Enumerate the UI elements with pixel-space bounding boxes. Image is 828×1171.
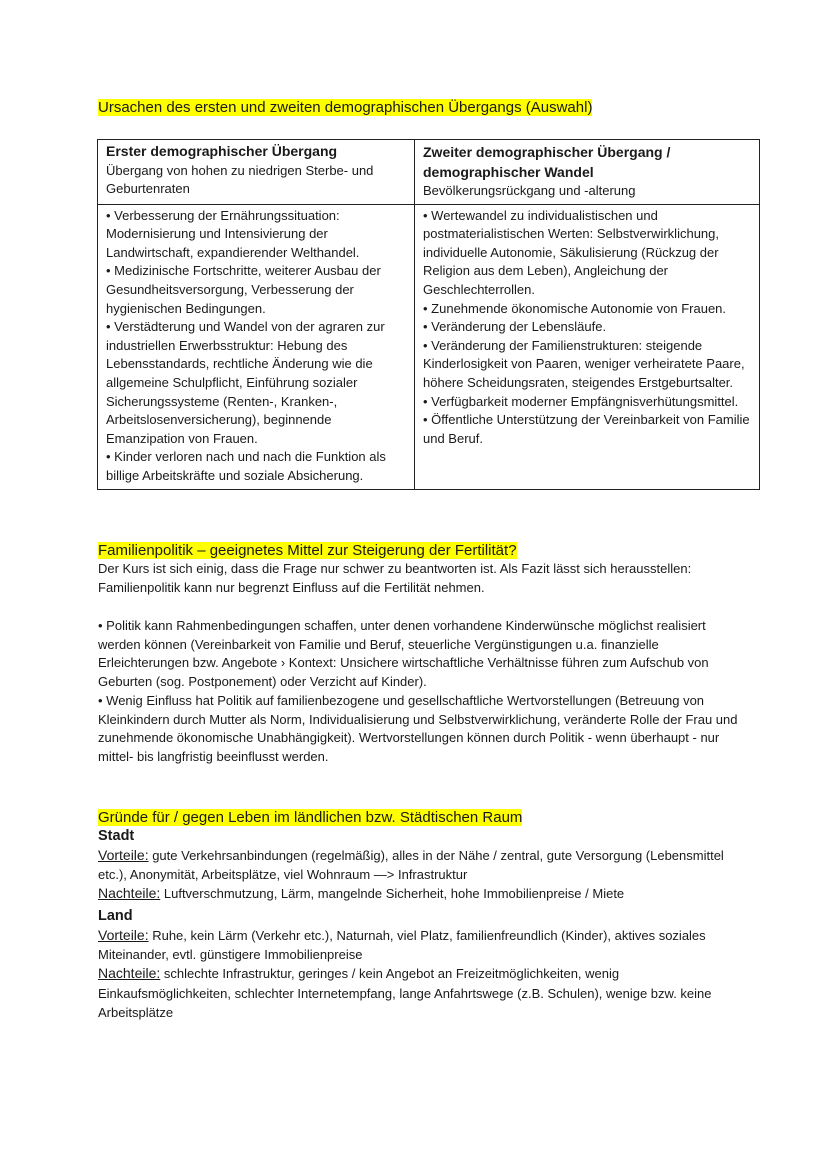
section-title-urban-rural-text: Gründe für / gegen Leben im ländlichen bzw. Städtischen Raum [98, 809, 523, 826]
section-title-family-policy [98, 541, 517, 560]
second-transition-causes-cell [415, 204, 760, 489]
city-block [98, 826, 738, 904]
list-item: • Zunehmende ökonomische Autonomie von Frauen. [423, 300, 727, 316]
country-pros-label: Vorteile: [98, 927, 149, 943]
country-cons-text: schlechte Infrastruktur, geringes / kein Angebot an Freizeitmöglichkeiten, wenig Einkaufsmöglichkeiten, schlechter Internetempfang, lange Anfahrtswege (z.B. Schulen), wenige bzw. keine Arbeitsplätze [98, 966, 712, 1020]
list-item: • Verbesserung der Ernährungssituation: Modernisierung und Intensivierung der Landwirtschaft, expandierender Welthandel. [106, 207, 360, 260]
city-heading: Stadt [98, 828, 135, 844]
section-title-transitions-text: Ursachen des ersten und zweiten demographischen Übergangs (Auswahl) [98, 99, 593, 116]
second-transition-heading-line2: demographischer Wandel [423, 164, 594, 180]
country-block [98, 906, 738, 1022]
list-item: • Verfügbarkeit moderner Empfängnisverhütungsmittel. [423, 393, 739, 409]
city-pros-text: gute Verkehrsanbindungen (regelmäßig), alles in der Nähe / zentral, gute Versorgung (Lebensmittel etc.), Anonymität, Arbeitsplätze, viel Wohnraum —> Infrastruktur [98, 848, 724, 883]
list-item: • Veränderung der Familienstrukturen: steigende Kinderlosigkeit von Paaren, weniger verheiratete Paare, höhere Scheidungsraten, steigendes Erstgeburtsalter. [423, 337, 745, 390]
country-pros [98, 926, 738, 964]
header-cell-second-transition [415, 140, 760, 205]
list-item: • Kinder verloren nach und nach die Funktion als billige Arbeitskräfte und soziale Absicherung. [106, 449, 386, 483]
section-title-urban-rural [98, 808, 522, 827]
list-item: • Veränderung der Lebensläufe. [423, 319, 607, 335]
list-item: • Öffentliche Unterstützung der Vereinbarkeit von Familie und Beruf. [423, 412, 750, 446]
list-item: • Wertewandel zu individualistischen und postmaterialistischen Werten: Selbstverwirklichung, individuelle Autonomie, Säkulisierung (Rückzug der Religion aus dem Leben), Angleichung der Geschlechterrollen. [423, 207, 719, 297]
section-title-transitions [98, 98, 592, 117]
first-transition-heading: Erster demographischer Übergang [106, 143, 338, 159]
section-title-family-policy-text: Familienpolitik – geeignetes Mittel zur Steigerung der Fertilität? [98, 542, 517, 559]
second-transition-heading-line1: Zweiter demographischer Übergang / [423, 144, 671, 160]
family-policy-intro: Der Kurs ist sich einig, dass die Frage nur schwer zu beantworten ist. Als Fazit lässt sich herausstellen: Familienpolitik kann nur begrenzt Einfluss auf die Fertilität nehmen. [98, 561, 692, 595]
header-cell-first-transition [98, 140, 415, 205]
city-pros-label: Vorteile: [98, 847, 149, 863]
city-cons-label: Nachteile: [98, 885, 161, 902]
first-transition-causes-cell [98, 204, 415, 489]
table-header-row [98, 140, 760, 205]
city-cons-text: Luftverschmutzung, Lärm, mangelnde Sicherheit, hohe Immobilienpreise / Miete [160, 886, 625, 902]
list-item: • Politik kann Rahmenbedingungen schaffen, unter denen vorhandene Kinderwünsche möglichst realisiert werden können (Vereinbarkeit von Familie und Beruf, steuerliche Vergünstigungen u.a. finanzielle Erleichterungen bzw. Angebote › Kontext: Unsichere wirtschaftliche Verhältnisse führen zum Aufschub von Geburten (sog. Postponement) oder Verzicht auf Kinder). [98, 618, 709, 690]
transition-comparison-table [97, 139, 760, 490]
list-item: • Medizinische Fortschritte, weiterer Ausbau der Gesundheitsversorgung, Verbesserung der hygienischen Bedingungen. [106, 263, 381, 316]
country-cons [98, 964, 738, 1022]
country-pros-text: Ruhe, kein Lärm (Verkehr etc.), Naturnah, viel Platz, familienfreundlich (Kinder), aktives soziales Miteinander, evtl. günstigere Immobilienpreise [98, 928, 706, 963]
city-pros [98, 846, 738, 884]
second-transition-subheading: Bevölkerungsrückgang und -alterung [423, 183, 636, 198]
table-body-row [98, 204, 760, 489]
list-item: • Verstädterung und Wandel von der agraren zur industriellen Erwerbsstruktur: Hebung des Lebensstandards, rechtliche Änderung wie die allgemeine Schulpflicht, Einführung sozialer Sicherungssysteme (Renten-, Kranken-, Arbeitslosenversicherung), beginnende Emanzipation von Frauen. [106, 319, 385, 446]
first-transition-subheading: Übergang von hohen zu niedrigen Sterbe- und Geburtenraten [106, 162, 374, 197]
country-cons-label: Nachteile: [98, 965, 161, 982]
city-cons [98, 884, 738, 903]
country-heading: Land [98, 908, 133, 924]
list-item: • Wenig Einfluss hat Politik auf familienbezogene und gesellschaftliche Wertvorstellungen (Betreuung von Kleinkindern durch Mutter als Norm, Individualisierung und Selbstverwirklichung, veränderte Rolle der Frau und zunehmende ökonomische Unabhängigkeit). Wertvorstellungen können durch Politik - wenn überhaupt - nur mittel- bis langfristig beeinflusst werden. [98, 692, 738, 764]
family-policy-bullets [98, 617, 748, 767]
